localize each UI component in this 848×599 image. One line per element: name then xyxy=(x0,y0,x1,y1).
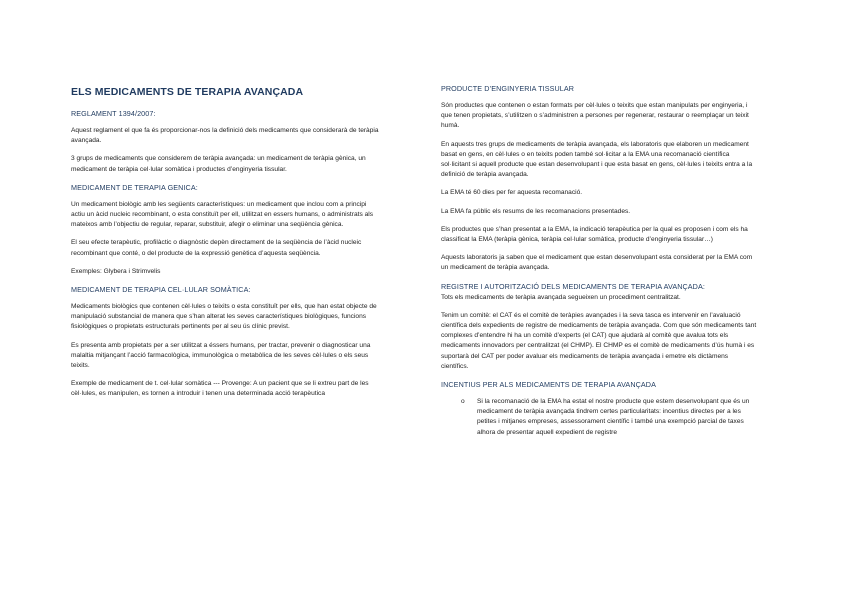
left-column xyxy=(71,86,381,408)
paragraph: La EMA fa públic els resums de les recomanacions presentades. xyxy=(441,207,631,215)
paragraph: Són productes que contenen o estan formats per cèl·lules o teixits que estan manipulats per enginyeria, i que tenen propietats, s’utilitzen o s’administren a persones per regenerar, restaurar o reemplaçar un teixit humà. xyxy=(441,102,749,130)
paragraph: Un medicament biològic amb les següents característiques: un medicament que inclou com a principi actiu un àcid nucleic recombinant, o esta constituït per ell, utilitzat en essers humans, o administrats als mateixos amb l’objectiu de regular, reparar, substituir, afegir o eliminar una seqüència gènica. xyxy=(71,200,373,229)
paragraph: Aquest reglament el que fa és proporcionar-nos la definició dels medicaments que considerarà de teràpia avançada. xyxy=(71,127,379,145)
paragraph: La EMA té 60 dies per fer aquesta recomanació. xyxy=(441,189,583,197)
paragraph: 3 grups de medicaments que considerem de teràpia avançada: un medicament de teràpia gènica, un medicament de teràpia cel·lular somàtica i productes d’enginyeria tissular. xyxy=(71,155,366,173)
registre-heading: REGISTRE I AUTORITZACIÓ DELS MEDICAMENTS DE TERAPIA AVANÇADA: xyxy=(441,281,705,291)
right-column xyxy=(441,84,757,438)
paragraph: Aquests laboratoris ja saben que el medicament que estan desenvolupant esta considerat per la EMA com un medicament de teràpia avançada. xyxy=(441,254,753,272)
incentius-list xyxy=(441,397,757,438)
genica-heading: MEDICAMENT DE TERAPIA GENICA: xyxy=(71,182,198,192)
celular-heading: MEDICAMENT DE TERAPIA CEL·LULAR SOMÀTICA: xyxy=(71,285,251,295)
paragraph: Medicaments biològics que contenen cèl·lules o teixits o esta constituït per ells, que han estat objecte de manipulació substancial de manera que s’han alterat les seves característiques biològiques, funcions fisiològiques o propietats estructurals pertinents per al seu ús clínic previst. xyxy=(71,303,377,331)
document-title: ELS MEDICAMENTS DE TERAPIA AVANÇADA xyxy=(71,86,304,98)
paragraph: Exemples: Glybera i Strimvelis xyxy=(71,267,161,275)
paragraph: Els productes que s’han presentat a la EMA, la indicació terapèutica per la qual es proposen i com els ha classificat la EMA (teràpia gènica, teràpia cel·lular somàtica, producte d’enginyeria tissular…) xyxy=(441,225,748,244)
paragraph: En aquests tres grups de medicaments de teràpia avançada, els laboratoris que elaboren un medicament basat en gens, en cèl·lules o en teixits poden també sol·licitar a la EMA una recomanació científica sol·licitant si aquell producte que estan desenvolupant i que esta basat en gens, cèl·lules i teixits entra a la definició de teràpia avançada. xyxy=(441,140,753,179)
paragraph: Tenim un comitè: el CAT és el comitè de teràpies avançades i la seva tasca es intervenir en l’avaluació científica dels expedients de registre de medicaments de teràpia avançada. Com que són medicaments tant complexes d’entendre hi ha un comitè d’experts (el CAT) que ajudarà al comitè que avalua tots els medicaments innovadors per centralitzat (el CHMP). El CHMP es el comitè de medicaments d’ús humà i es suportarà del CAT per poder avaluar els medicaments de teràpia avançada i emetre els dictàmens científics. xyxy=(441,311,757,370)
tissular-heading: PRODUCTE D’ENGINYERIA TISSULAR xyxy=(441,84,575,93)
list-item xyxy=(461,397,757,438)
list-item-text: Si la recomanació de la EMA ha estat el nostre producte que estem desenvolupant que és un medicament de teràpia avançada tindrem certes particularitats: incentius directes per a les petites i mitjanes empreses, assessorament científic i també una exempció parcial de taxes alhora de presentar aquell expedient de registre xyxy=(477,398,750,436)
paragraph: Exemple de medicament de t. cel·lular somàtica --- Provenge: A un pacient que se li extreu part de les cèl·lules, es manipulen, es tornen a introduir i tenen una determinada acció terapèutica xyxy=(71,380,369,398)
registre-line: Tots els medicaments de teràpia avançada segueixen un procediment centralitzat. xyxy=(441,293,681,301)
paragraph: El seu efecte terapèutic, profilàctic o diagnòstic depèn directament de la seqüència de l’àcid nucleic recombinant que conté, o del producte de la expressió genètica d’aquesta seqüència. xyxy=(71,239,362,257)
bullet-marker: o xyxy=(461,398,465,406)
incentius-heading: INCENTIUS PER ALS MEDICAMENTS DE TERAPIA AVANÇADA xyxy=(441,380,656,390)
reglament-heading: REGLAMENT 1394/2007: xyxy=(71,109,156,118)
paragraph: Es presenta amb propietats per a ser utilitzat a éssers humans, per tractar, prevenir o diagnosticar una malaltia mitjançant l’acció farmacològica, immunològica o metabòlica de les seves cèl·lules o els seus teixits. xyxy=(71,341,371,370)
